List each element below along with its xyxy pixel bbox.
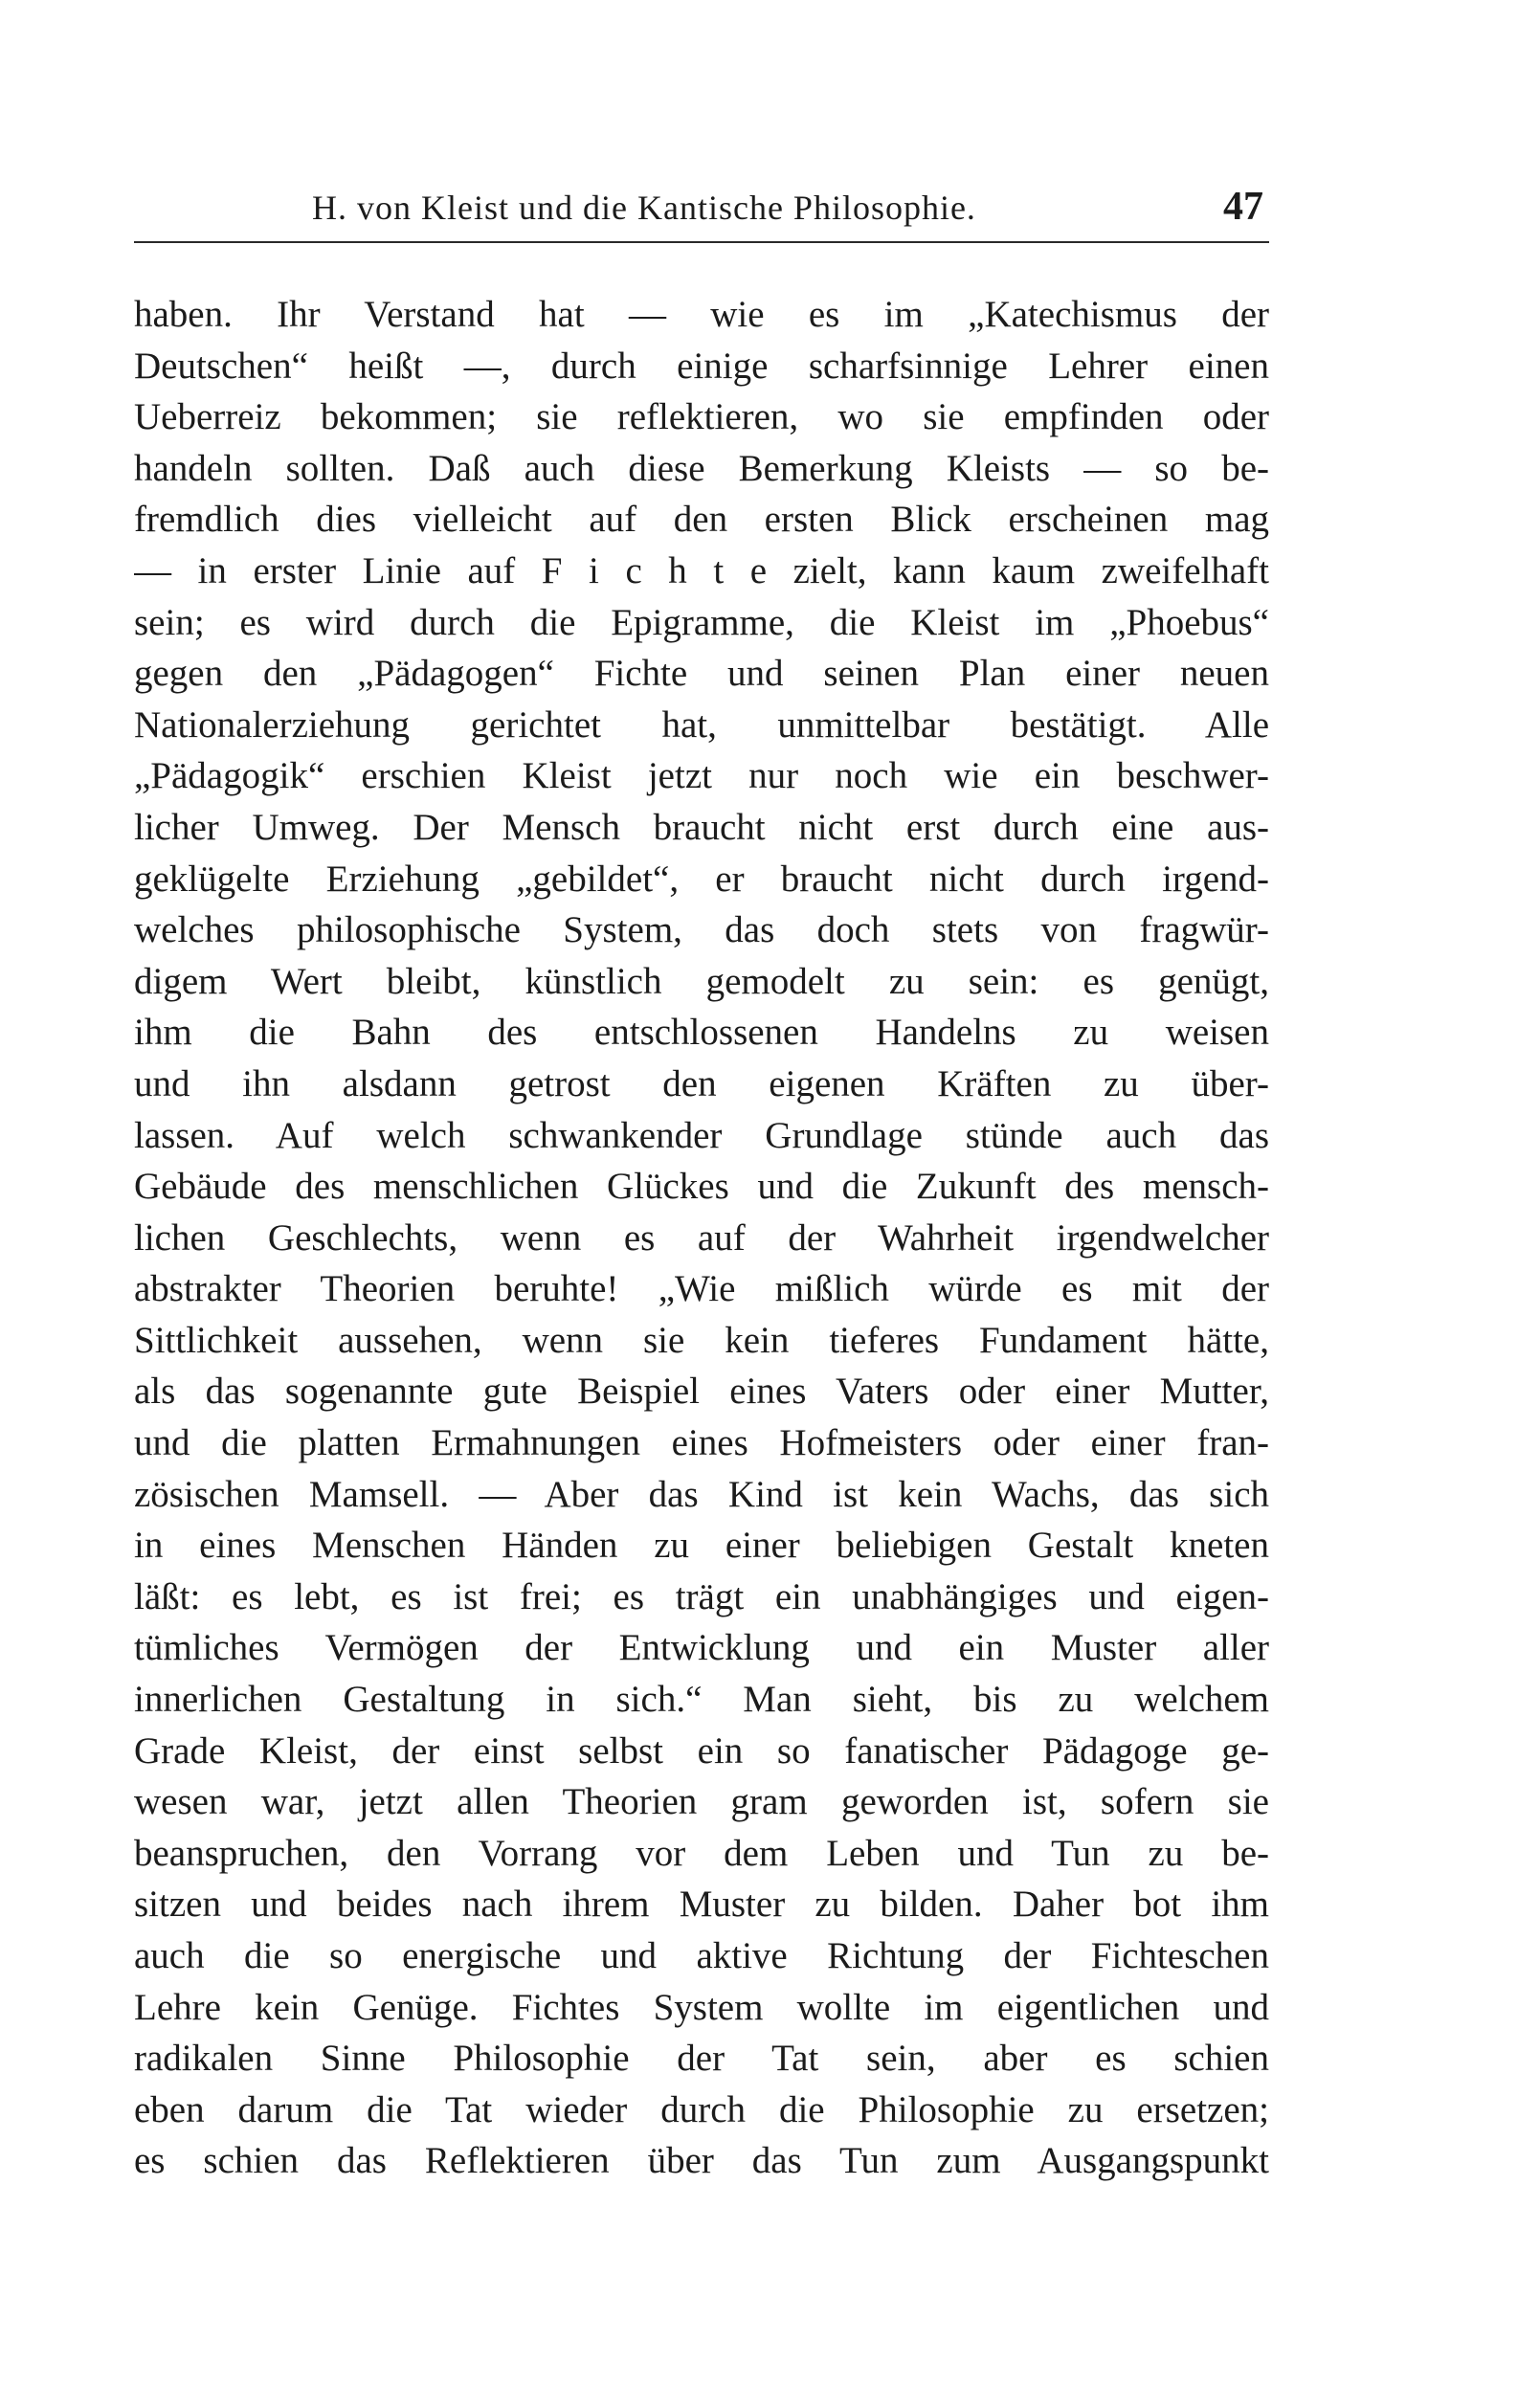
text-line: sein; es wird durch die Epigramme, die Kleist im „Phoebus“: [134, 601, 1269, 643]
text-line: welches philosophische System, das doch stets von fragwür-: [134, 909, 1269, 951]
text-line: Nationalerziehung gerichtet hat, unmittelbar bestätigt. Alle: [134, 703, 1269, 746]
text-line: innerlichen Gestaltung in sich.“ Man sieht, bis zu welchem: [134, 1679, 1269, 1721]
text-line: gegen den „Pädagogen“ Fichte und seinen Plan einer neuen: [134, 653, 1269, 695]
text-line: eben darum die Tat wieder durch die Philosophie zu ersetzen;: [134, 2088, 1269, 2130]
text-line: auch die so energische und aktive Richtung der Fichteschen: [134, 1935, 1269, 1976]
text-line: haben. Ihr Verstand hat — wie es im „Katechismus der: [134, 294, 1269, 335]
text-line: sitzen und beides nach ihrem Muster zu bilden. Daher bot ihm: [134, 1884, 1269, 1926]
text-line: und ihn alsdann getrost den eigenen Kräften zu über-: [134, 1062, 1269, 1104]
text-line: radikalen Sinne Philosophie der Tat sein, aber es schien: [134, 2038, 1269, 2080]
text-line: abstrakter Theorien beruhte! „Wie mißlich würde es mit der: [134, 1268, 1269, 1310]
text-line: „Pädagogik“ erschien Kleist jetzt nur noch wie ein beschwer-: [134, 755, 1269, 797]
text-line: und die platten Ermahnungen eines Hofmeisters oder einer fran-: [134, 1422, 1269, 1464]
text-line: es schien das Reflektieren über das Tun zum Ausgangspunkt: [134, 2140, 1269, 2182]
text-line: geklügelte Erziehung „gebildet“, er braucht nicht durch irgend-: [134, 858, 1269, 900]
text-line: Lehre kein Genüge. Fichtes System wollte im eigentlichen und: [134, 1986, 1269, 2028]
text-line: wesen war, jetzt allen Theorien gram geworden ist, sofern sie: [134, 1781, 1269, 1823]
text-line: Sittlichkeit aussehen, wenn sie kein tieferes Fundament hätte,: [134, 1319, 1269, 1361]
text-line: Gebäude des menschlichen Glückes und die Zukunft des mensch-: [134, 1166, 1269, 1208]
text-line: lichen Geschlechts, wenn es auf der Wahrheit irgendwelcher: [134, 1216, 1269, 1259]
running-header: [134, 184, 1269, 243]
text-line: licher Umweg. Der Mensch braucht nicht erst durch eine aus-: [134, 806, 1269, 848]
text-line: — in erster Linie auf F i c h t e zielt, kann kaum zweifelhaft: [134, 549, 1269, 591]
text-line: als das sogenannte gute Beispiel eines Vaters oder einer Mutter,: [134, 1371, 1269, 1413]
body-text: [134, 289, 1269, 2187]
text-line: fremdlich dies vielleicht auf den ersten Blick erscheinen mag: [134, 499, 1269, 541]
text-line: läßt: es lebt, es ist frei; es trägt ein unabhängiges und eigen-: [134, 1575, 1269, 1617]
text-line: Deutschen“ heißt —, durch einige scharfsinnige Lehrer einen: [134, 345, 1269, 387]
text-line: beanspruchen, den Vorrang vor dem Leben und Tun zu be-: [134, 1832, 1269, 1874]
text-line: Grade Kleist, der einst selbst ein so fanatischer Pädagoge ge-: [134, 1729, 1269, 1772]
text-line: zösischen Mamsell. — Aber das Kind ist kein Wachs, das sich: [134, 1473, 1269, 1515]
text-line: in eines Menschen Händen zu einer beliebigen Gestalt kneten: [134, 1525, 1269, 1567]
text-line: handeln sollten. Daß auch diese Bemerkung Kleists — so be-: [134, 447, 1269, 489]
running-header-title: H. von Kleist und die Kantische Philosophie.: [312, 189, 976, 227]
page-number: 47: [1223, 185, 1263, 229]
text-line: ihm die Bahn des entschlossenen Handelns zu weisen: [134, 1012, 1269, 1054]
text-line: Ueberreiz bekommen; sie reflektieren, wo sie empfinden oder: [134, 396, 1269, 438]
text-line: tümliches Vermögen der Entwicklung und ein Muster aller: [134, 1627, 1269, 1669]
text-line: digem Wert bleibt, künstlich gemodelt zu sein: es genügt,: [134, 960, 1269, 1002]
text-line: lassen. Auf welch schwankender Grundlage stünde auch das: [134, 1114, 1269, 1156]
